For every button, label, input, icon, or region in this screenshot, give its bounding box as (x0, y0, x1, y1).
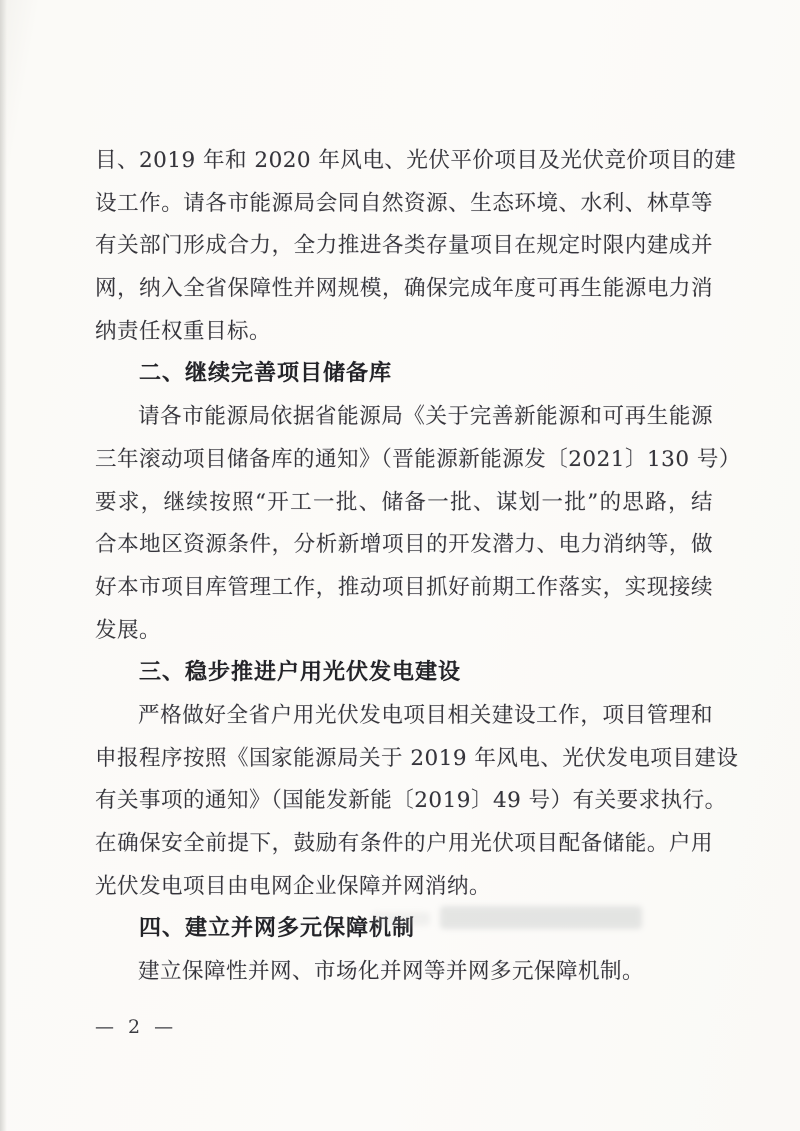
paragraph-line: 三年滚动项目储备库的通知》（晋能源新能源发〔2021〕130 号） (95, 446, 741, 472)
section-heading: 三、稳步推进户用光伏发电建设 (139, 660, 462, 686)
paragraph-line: 要求，继续按照“开工一批、储备一批、谋划一批”的思路，结 (95, 489, 713, 515)
paragraph-line: 网，纳入全省保障性并网规模，确保完成年度可再生能源电力消 (95, 276, 713, 302)
document-body (95, 140, 741, 994)
paragraph-line: 申报程序按照《国家能源局关于 2019 年风电、光伏发电项目建设 (95, 745, 739, 771)
ink-bleedthrough-artifact-small (372, 912, 430, 926)
paragraph-line: 纳责任权重目标。 (95, 318, 272, 344)
paragraph-line: 目、2019 年和 2020 年风电、光伏平价项目及光伏竞价项目的建 (95, 148, 737, 173)
paragraph-line: 严格做好全省户用光伏发电项目相关建设工作，项目管理和 (138, 702, 713, 728)
ink-bleedthrough-artifact (440, 906, 642, 929)
paragraph-line: 发展。 (95, 617, 162, 643)
paragraph-line: 好本市项目库管理工作，推动项目抓好前期工作落实，实现接续 (95, 574, 713, 600)
page-number: — 2 — (95, 1016, 178, 1038)
section-heading: 二、继续完善项目储备库 (139, 361, 393, 387)
paragraph-line: 请各市能源局依据省能源局《关于完善新能源和可再生能源 (138, 404, 713, 430)
paragraph-line: 有关事项的通知》（国能发新能〔2019〕49 号）有关要求执行。 (95, 788, 727, 814)
paragraph-line: 光伏发电项目由电网企业保障并网消纳。 (95, 873, 492, 899)
paragraph-line: 合本地区资源条件，分析新增项目的开发潜力、电力消纳等，做 (95, 532, 713, 558)
scan-edge-shadow (0, 0, 7, 1131)
paragraph-line: 有关部门形成合力，全力推进各类存量项目在规定时限内建成并 (95, 233, 713, 259)
section-heading: 四、建立并网多元保障机制 (139, 916, 416, 942)
paragraph-line: 在确保安全前提下，鼓励有条件的户用光伏项目配备储能。户用 (95, 831, 713, 856)
paragraph-line: 建立保障性并网、市场化并网等并网多元保障机制。 (138, 959, 645, 985)
paragraph-line: 设工作。请各市能源局会同自然资源、生态环境、水利、林草等 (95, 190, 713, 216)
